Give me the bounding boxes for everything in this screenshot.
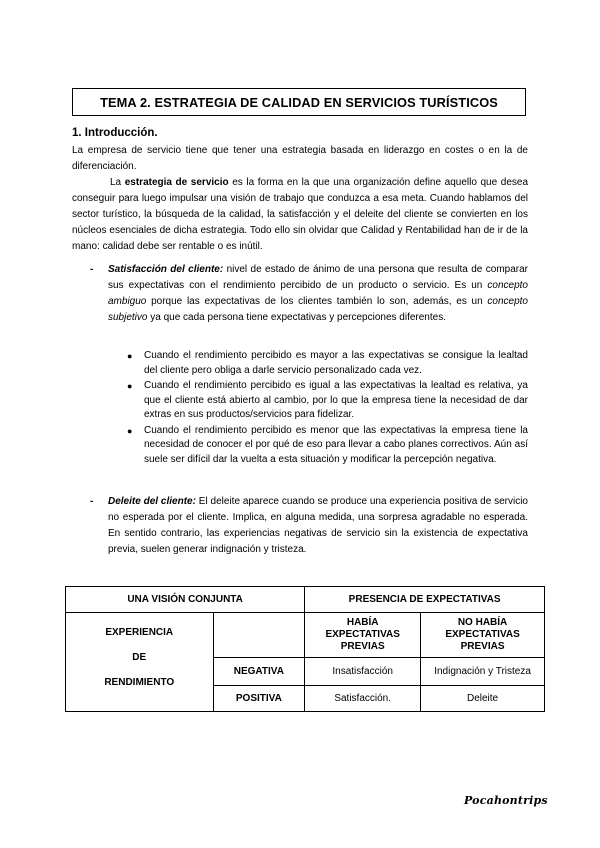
- strategy-term: estrategia de servicio: [124, 177, 229, 188]
- cell-negativa-habia: Insatisfacción: [305, 658, 421, 686]
- concepto-subjetivo: concepto subjetivo: [108, 296, 528, 323]
- col-no-habia-expectativas: NO HABÍA EXPECTATIVAS PREVIAS: [421, 613, 545, 658]
- satisfaccion-text: [108, 262, 528, 326]
- intro-p2-pre: La: [110, 177, 125, 188]
- satisfaccion-text-1: nivel de estado de ánimo de una persona que resulta de comparar sus expectativas con el rendimiento percibido de un producto o servicio. Es un: [108, 264, 528, 291]
- cell-positiva-no-habia: Deleite: [421, 686, 545, 712]
- section-heading: 1. Introducción.: [72, 127, 158, 139]
- intro-paragraph-1: La empresa de servicio tiene que tener una estrategia basada en liderazgo en costes o en la de diferenciación.: [72, 145, 528, 172]
- bullet-icon: ●: [127, 351, 133, 361]
- intro-p2-post: es la forma en la que una organización define aquello que desea conseguir para luego impulsar una visión de trabajo que conduzca a esa meta. Cuando hablamos del sector turístico, la búsqueda de la calidad, la satisfacción y el deleite del cliente se convierten en los núcleos esenciales de dicha estrategia. Todo ello sin olvidar que Calidad y Rentabilidad han de ir de la mano: calidad debe ser rentable o es inútil.: [72, 177, 529, 252]
- row-positiva-label: POSITIVA: [213, 686, 305, 712]
- bullet-list: [126, 349, 528, 467]
- satisfaccion-item: [90, 262, 528, 326]
- summary-table: [65, 586, 545, 712]
- dash-marker: -: [90, 264, 94, 275]
- cell-negativa-no-habia: Indignación y Tristeza: [421, 658, 545, 686]
- satisfaccion-term: Satisfacción del cliente:: [108, 264, 224, 275]
- bullet-text: Cuando el rendimiento percibido es mayor a las expectativas se consigue la lealtad del cliente pero obliga a darle servicio personalizado cada vez.: [144, 350, 528, 376]
- header-presencia-expectativas: PRESENCIA DE EXPECTATIVAS: [305, 587, 545, 613]
- intro-paragraph-2: [72, 175, 528, 255]
- header-vision-conjunta: UNA VISIÓN CONJUNTA: [66, 587, 305, 613]
- dash-marker: -: [90, 496, 94, 507]
- bullet-icon: ●: [127, 425, 133, 436]
- page-title: TEMA 2. ESTRATEGIA DE CALIDAD EN SERVICIOS TURÍSTICOS: [72, 88, 526, 116]
- bullet-text: Cuando el rendimiento percibido es igual a las expectativas la lealtad es relativa, ya que el cliente está abierto al cambio, por lo que la empresa tiene la necesidad de dar extras en sus productos/servicios para fidelizar.: [144, 380, 528, 420]
- list-item: [126, 379, 528, 423]
- deleite-text: [108, 494, 528, 558]
- row-label-line: RENDIMIENTO: [104, 677, 175, 688]
- concepto-ambiguo: concepto ambiguo: [108, 280, 528, 307]
- bullet-icon: ●: [127, 381, 133, 391]
- deleite-term: Deleite del cliente:: [108, 496, 196, 507]
- satisfaccion-text-2: porque las expectativas de los clientes también lo son, además, es un: [146, 296, 488, 307]
- satisfaccion-text-3: ya que cada persona tiene expectativas y percepciones diferentes.: [147, 312, 446, 323]
- list-item: [126, 424, 528, 468]
- row-negativa-label: NEGATIVA: [213, 658, 305, 686]
- cell-positiva-habia: Satisfacción.: [305, 686, 421, 712]
- row-label-line: EXPERIENCIA: [105, 627, 174, 638]
- col-habia-expectativas: HABÍA EXPECTATIVAS PREVIAS: [305, 613, 421, 658]
- row-label-experiencia: [66, 613, 214, 712]
- deleite-body: El deleite aparece cuando se produce una experiencia positiva de servicio no esperada por el cliente. Implica, en alguna medida, una sorpresa agradable no esperada. En sentido contrario, las experiencias negativas de servicio sin la existencia de expectativa previa, suelen generar indignación y tristeza.: [108, 496, 528, 555]
- table-header-row: [66, 587, 545, 613]
- list-item: [126, 349, 528, 378]
- bullet-text: Cuando el rendimiento percibido es menor que las expectativas la empresa tiene la necesidad de conocer el por qué de eso para llevar a cabo planes correctivos. Aún así suele ser difícil dar la vuelta a esta situación y modificar la percepción negativa.: [144, 424, 528, 465]
- footer-signature: Pocahontrips: [464, 794, 548, 807]
- row-label-line: DE: [132, 652, 147, 663]
- empty-cell: [213, 613, 305, 658]
- table-subheader-row: [66, 613, 545, 658]
- deleite-item: [90, 494, 528, 558]
